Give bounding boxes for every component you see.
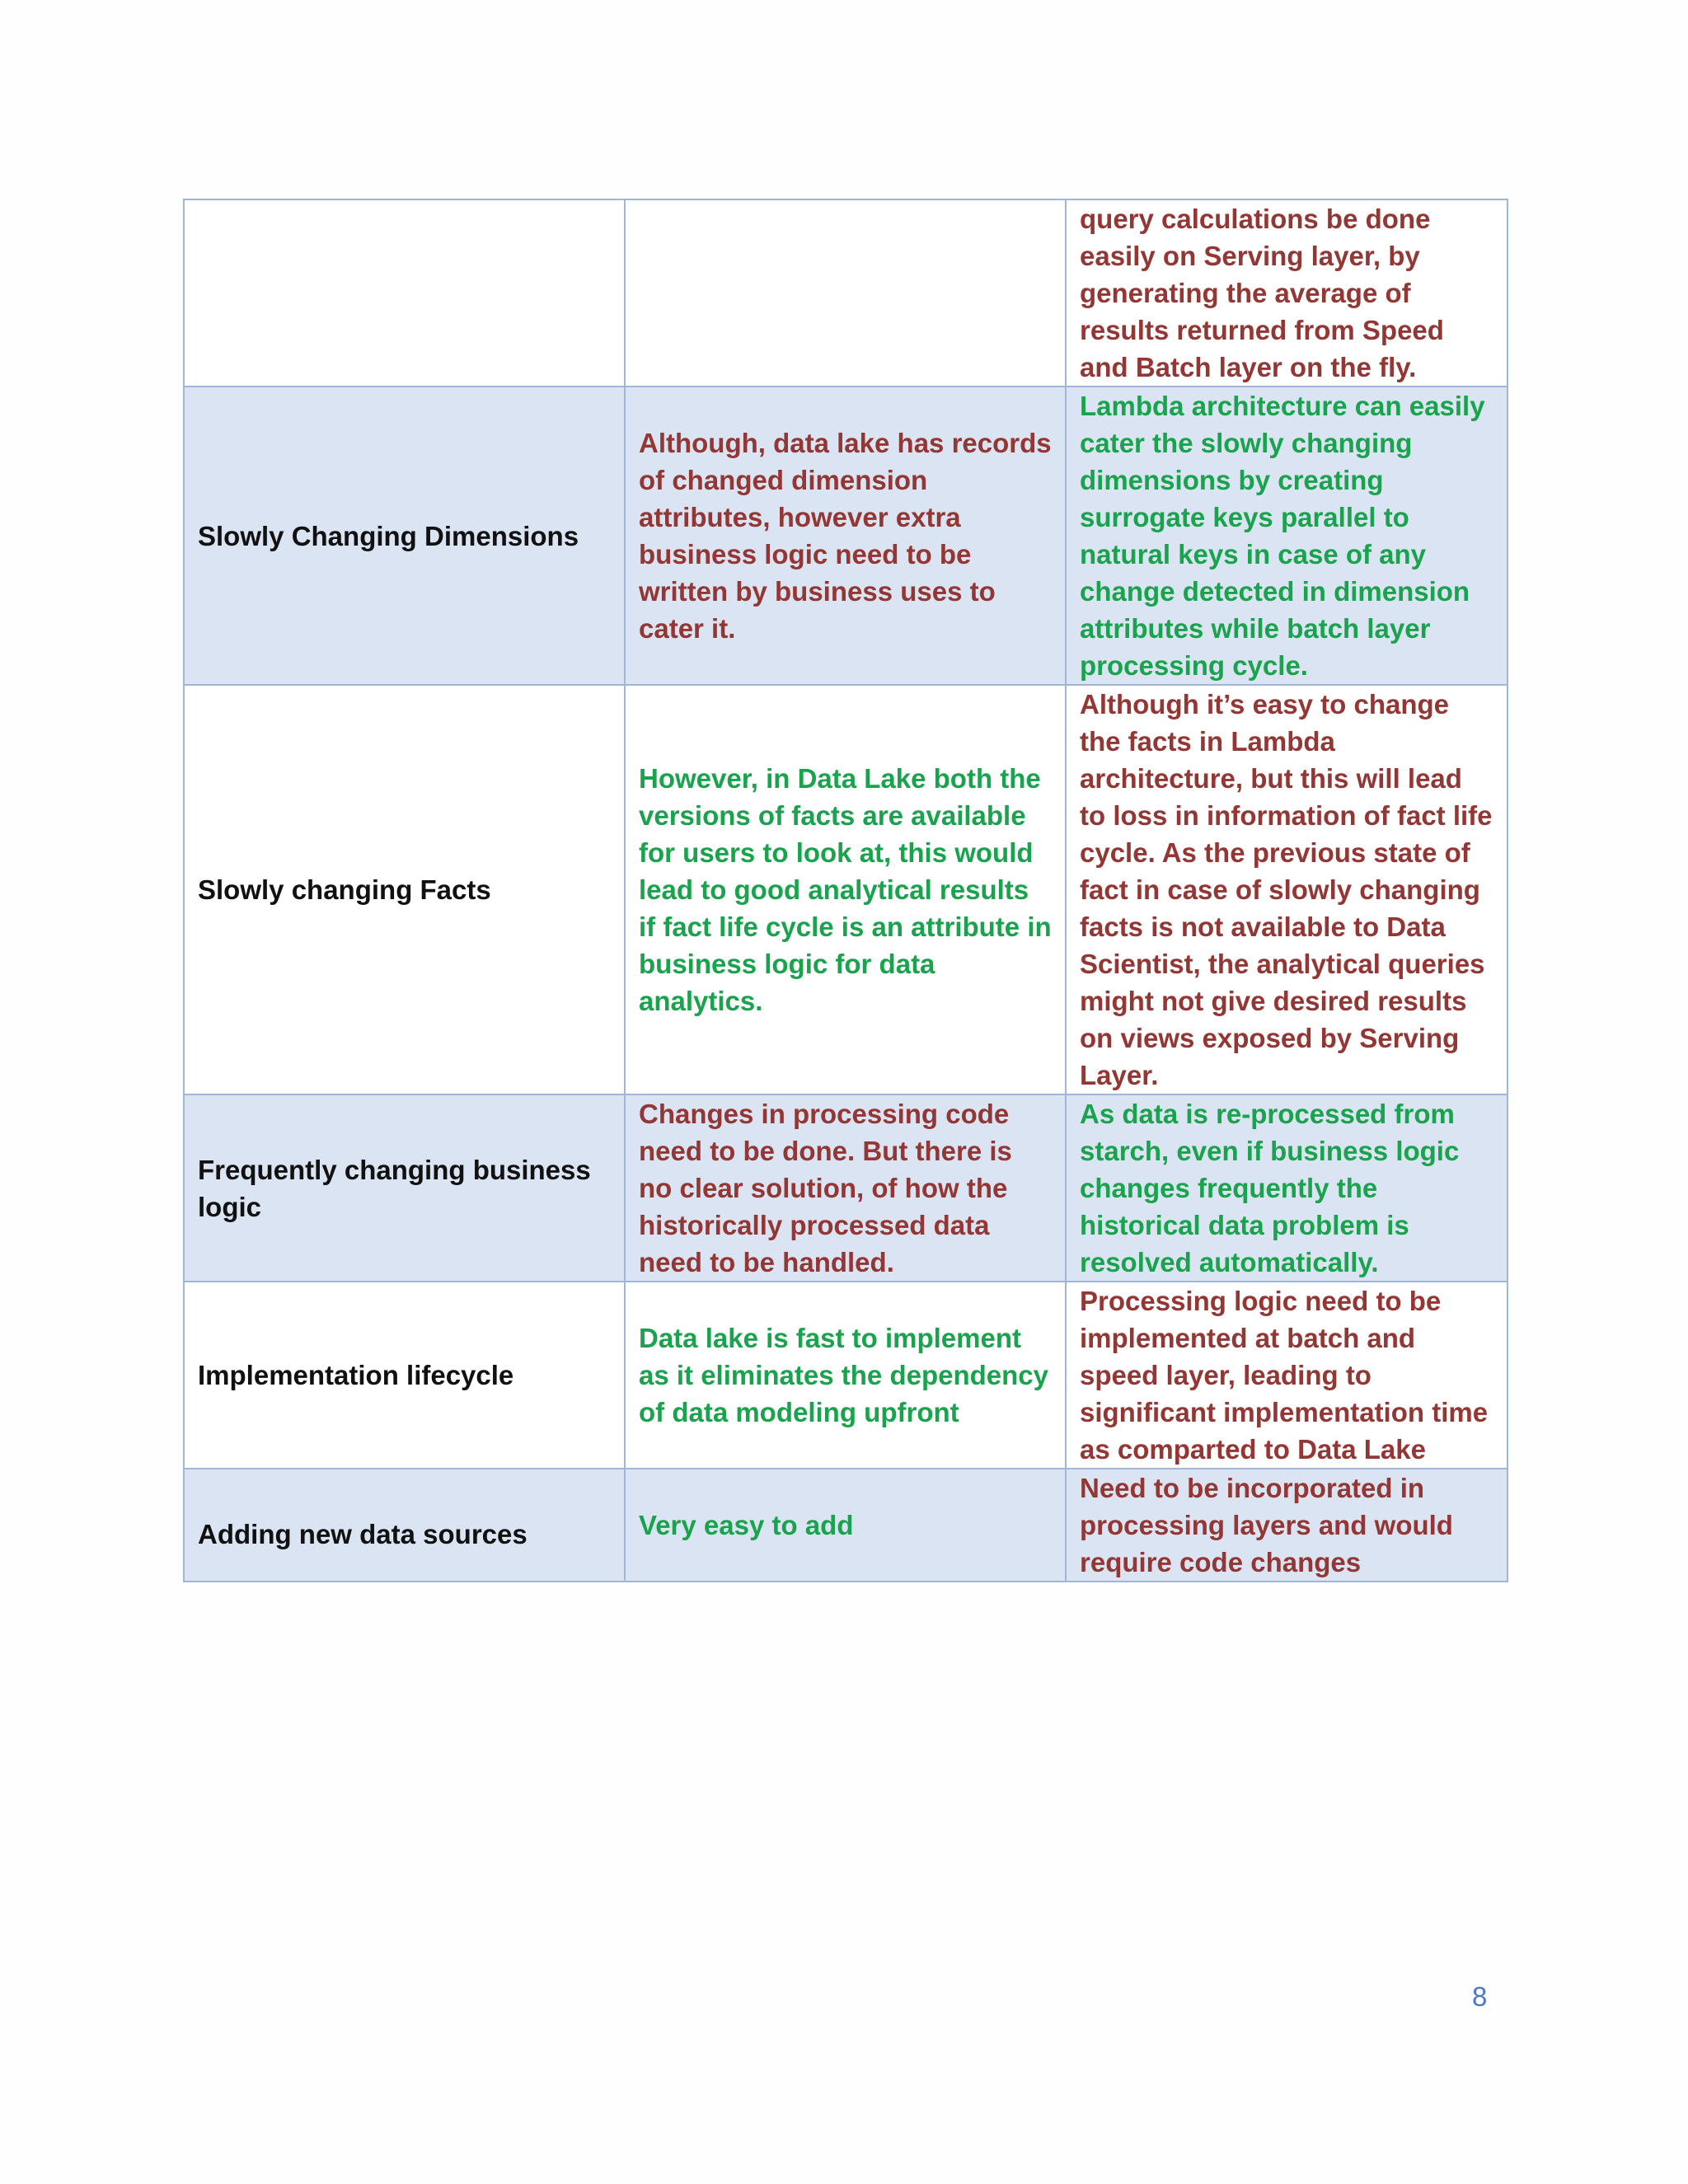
comparison-table — [183, 199, 1508, 1582]
table-row — [184, 199, 1507, 387]
aspect-cell: Slowly Changing Dimensions — [184, 387, 625, 685]
aspect-cell: Frequently changing business logic — [184, 1094, 625, 1282]
lambda-cell: Need to be incorporated in processing layers and would require code changes — [1066, 1469, 1507, 1582]
table-row — [184, 1282, 1507, 1469]
page-number: 8 — [1472, 1981, 1488, 2012]
data-lake-cell: Data lake is fast to implement as it eliminates the dependency of data modeling upfront — [625, 1282, 1066, 1469]
aspect-cell: Adding new data sources — [184, 1469, 625, 1582]
data-lake-cell: However, in Data Lake both the versions of facts are available for users to look at, this would lead to good analytical results if fact life cycle is an attribute in business logic for data analytics. — [625, 685, 1066, 1094]
table-row — [184, 685, 1507, 1094]
lambda-cell: Although it’s easy to change the facts in Lambda architecture, but this will lead to loss in information of fact life cycle. As the previous state of fact in case of slowly changing facts is not available to Data Scientist, the analytical queries might not give desired results on views exposed by Serving Layer. — [1066, 685, 1507, 1094]
aspect-cell: Slowly changing Facts — [184, 685, 625, 1094]
lambda-cell: query calculations be done easily on Serving layer, by generating the average of results returned from Speed and Batch layer on the fly. — [1066, 199, 1507, 387]
table-row — [184, 1469, 1507, 1582]
table-row — [184, 1094, 1507, 1282]
aspect-cell: Implementation lifecycle — [184, 1282, 625, 1469]
data-lake-cell: Very easy to add — [625, 1469, 1066, 1582]
aspect-cell — [184, 199, 625, 387]
lambda-cell: Lambda architecture can easily cater the slowly changing dimensions by creating surrogate keys parallel to natural keys in case of any change detected in dimension attributes while batch layer processing cycle. — [1066, 387, 1507, 685]
data-lake-cell: Changes in processing code need to be done. But there is no clear solution, of how the historically processed data need to be handled. — [625, 1094, 1066, 1282]
table-row — [184, 387, 1507, 685]
data-lake-cell — [625, 199, 1066, 387]
data-lake-cell: Although, data lake has records of changed dimension attributes, however extra business logic need to be written by business uses to cater it. — [625, 387, 1066, 685]
lambda-cell: Processing logic need to be implemented at batch and speed layer, leading to significant implementation time as comparted to Data Lake — [1066, 1282, 1507, 1469]
lambda-cell: As data is re-processed from starch, even if business logic changes frequently the historical data problem is resolved automatically. — [1066, 1094, 1507, 1282]
